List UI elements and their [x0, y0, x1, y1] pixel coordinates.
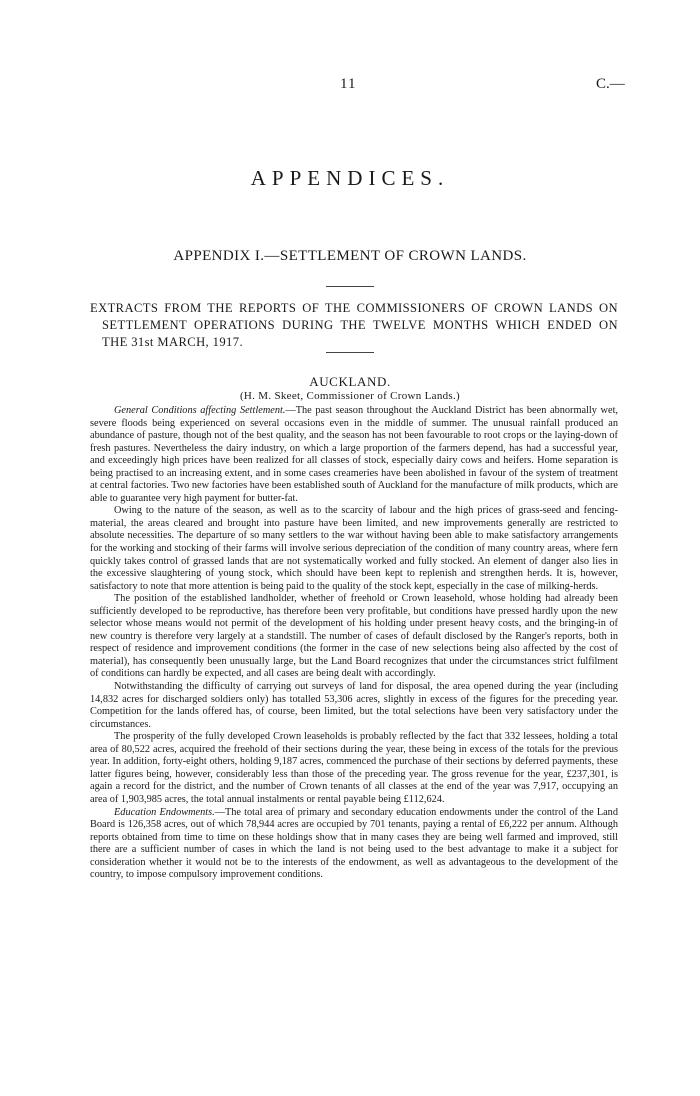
divider-rule [326, 286, 374, 287]
paragraph [90, 731, 618, 806]
paragraph [90, 593, 618, 681]
paragraph-text: Owing to the nature of the season, as well as to the scarcity of labour and the high prices of grass-seed and fencing-material, the areas cleared and brought into pasture have been limited, and new improvements generally are restricted to absolute necessities. The departure of so many settlers to the war without having been able to make satisfactory arrangements for the working and stocking of their farms will involve serious depreciation of the condition of many country areas, where fern quickly takes control of grassed lands that are not systematically worked and fully stocked. An element of danger also lies in the excessive slaughtering of young stock, which should have been kept to replenish and strengthen herds. It is, however, satisfactory to note that more attention is being paid to the quality of the stock kept, especially in the case of milking-herds. [90, 505, 618, 592]
paragraph-lead: General Conditions affecting Settlement. [114, 405, 286, 416]
paragraph [90, 405, 618, 505]
paragraph-text: —The past season throughout the Auckland District has been abnormally wet, severe floods being experienced on several occasions even in the middle of summer. The unusual rainfall produced an abundance of pasture, though not of the best quality, and the season has not been favourable to root crops or the laying-down of fresh pastures. Nevertheless the dairy industry, on which a large proportion of the farmers depend, has had a successful year, and exceedingly high prices have been realized for all classes of stock, especially dairy cows and heifers. Home separation is being practised to an increasing extent, and in some cases creameries have been abolished in favour of the system of treatment at central factories. Two new factories have been established south of Auckland for the manufacture of milk products, which are able to guarantee very high payment for butter-fat. [90, 405, 619, 504]
divider-rule [326, 352, 374, 353]
report-body [90, 405, 618, 882]
extracts-heading: EXTRACTS FROM THE REPORTS OF THE COMMISSIONERS OF CROWN LANDS ON SETTLEMENT OPERATIONS DURING THE TWELVE MONTHS WHICH ENDED ON THE 31st MARCH, 1917. [90, 301, 618, 349]
page-number: 11 [340, 76, 357, 92]
paragraph-text: The prosperity of the fully developed Crown leaseholds is probably reflected by the fact that 332 lessees, holding a total area of 80,522 acres, acquired the freehold of their sections during the year, these being in excess of the totals for the previous year. In addition, forty-eight others, holding 9,187 acres, commenced the purchase of their sections by deferred payments, these latter figures being, however, considerably less than those of the preceding year. The gross revenue for the year, £237,301, is again a record for the district, and the number of Crown tenants of all classes at the end of the year was 7,917, occupying an area of 1,903,985 acres, the total annual instalments or rental payable being £112,624. [90, 731, 618, 805]
page-title: APPENDICES. [250, 166, 450, 190]
paragraph-text: —The total area of primary and secondary education endowments under the control of the Land Board is 126,358 acres, out of which 78,944 acres are occupied by 701 tenants, paying a rental of £6,222 per annum. Although reports obtained from time to time on these holdings show that in many cases they are being well farmed and improved, still there are a sufficient number of cases in which the land is not being used to the best advantage to make it a subject for consideration whether it would not be to the interests of the endowment, as well as advantageous to the development of the country, to impose compulsory improvement conditions. [90, 806, 618, 881]
commissioner-line: (H. M. Skeet, Commissioner of Crown Lands.) [239, 390, 461, 402]
paragraph-text: Notwithstanding the difficulty of carrying out surveys of land for disposal, the area opened during the year (including 14,832 acres for discharged soldiers only) has totalled 53,306 acres, slightly in excess of the figures for the preceding year. Competition for the lands offered has, of course, been limited, but the total selections have been very satisfactory under the circumstances. [90, 681, 618, 730]
appendix-subtitle: APPENDIX I.—SETTLEMENT OF CROWN LANDS. [173, 248, 527, 264]
paragraph-lead: Education Endowments. [114, 806, 215, 818]
document-code: C.— [596, 76, 625, 92]
paragraph [90, 681, 618, 731]
paragraph [90, 807, 618, 882]
paragraph [90, 505, 618, 593]
district-heading: AUCKLAND. [309, 374, 391, 389]
paragraph-text: The position of the established landholder, whether of freehold or Crown leasehold, whose holding had already been sufficiently developed to be reproductive, has therefore been very profitable, but conditions have pressed hardly upon the new selector whose means would not permit of the development of his holding under present heavy costs, and the bringing-in of new country is therefore very largely at a standstill. The number of cases of default disclosed by the Ranger's reports, both in respect of residence and improvement conditions (the former in the case of new selections being also affected by the cost of material), has consequently been unusually large, but the Land Board recognizes that under the circumstances strict fulfilment of conditions can hardly be expected, and all cases are being dealt with accordingly. [90, 593, 618, 680]
